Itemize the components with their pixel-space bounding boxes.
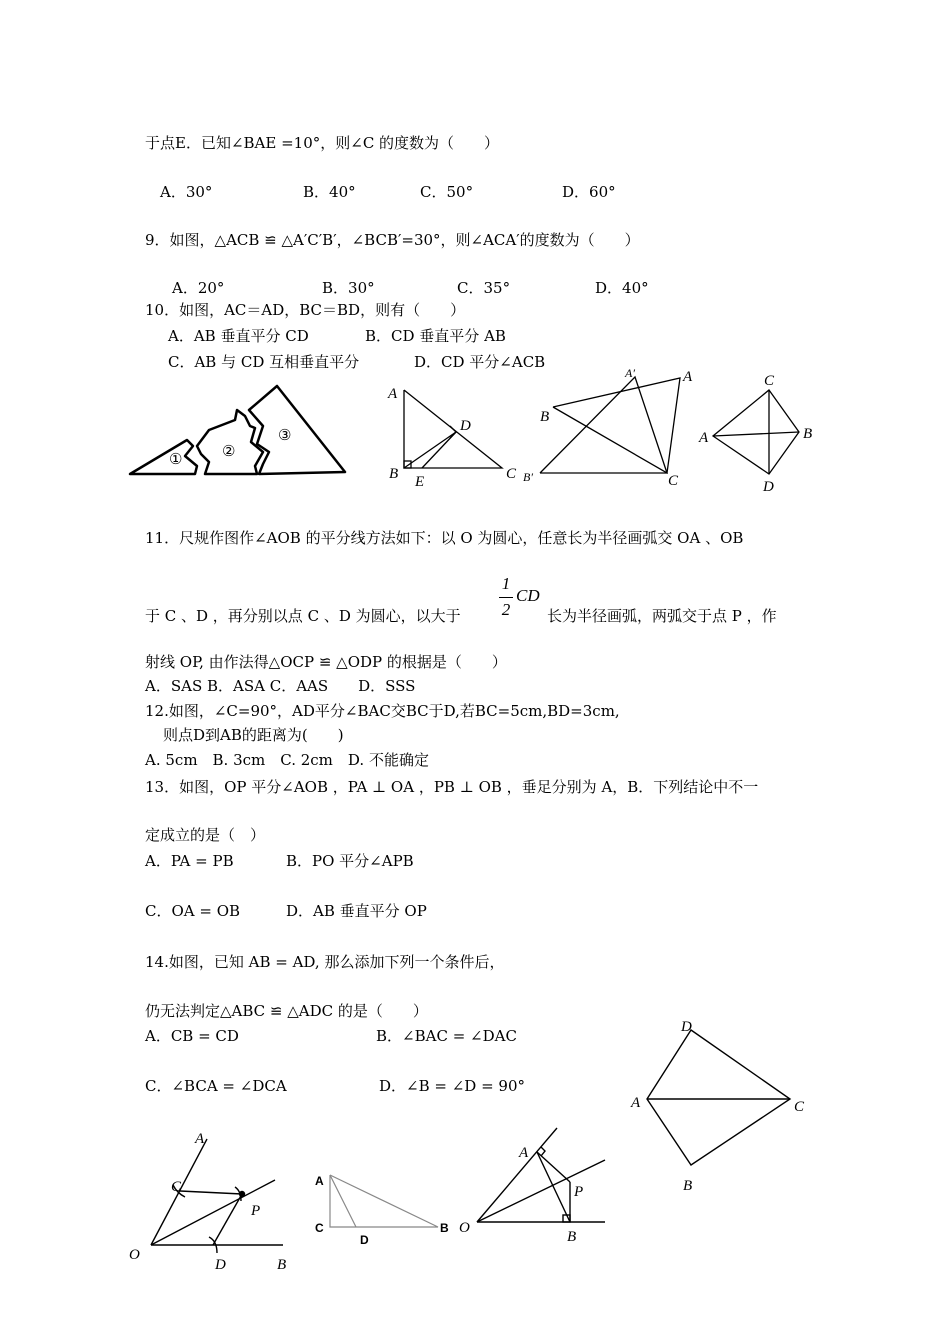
quad-label-a: A [631, 1095, 641, 1111]
q12-line-1: 12.如图，∠C=90°，AD平分∠BAC交BC于D,若BC=5cm,BD=3cm, [145, 702, 620, 720]
kite-label-d: D [763, 479, 774, 495]
bisector-perpendicular-figure [455, 1120, 615, 1250]
right-tri-label-a: A [315, 1174, 324, 1188]
q14-option-a: A．CB = CD [145, 1027, 239, 1045]
q12-line-2: 则点D到AB的距离为( ) [163, 726, 344, 744]
q10-option-c: C．AB 与 CD 互相垂直平分 [168, 353, 360, 371]
q11-line-3: 射线 OP, 由作法得△OCP ≌ △ODP 的根据是（ ） [145, 653, 507, 671]
bisector-label-a: A [519, 1145, 529, 1161]
q10-option-b: B．CD 垂直平分 AB [365, 327, 506, 345]
q12-options: A. 5cm B. 3cm C. 2cm D. 不能确定 [145, 751, 429, 769]
q8-option-d: D．60° [562, 183, 616, 201]
tri-b-label-b-prime: B′ [523, 470, 533, 484]
q14-line-1: 14.如图，已知 AB = AD, 那么添加下列一个条件后， [145, 953, 505, 971]
angle-label-a: A [195, 1131, 205, 1147]
q14-line-2: 仍无法判定△ABC ≌ △ADC 的是（ ） [145, 1002, 428, 1020]
congruent-triangles-figure [523, 365, 705, 490]
piece-3-label: ③ [278, 428, 292, 444]
right-tri-label-d: D [360, 1233, 369, 1247]
q11-fraction-numerator: 1 [501, 574, 511, 593]
quad-label-c: C [794, 1099, 805, 1115]
q14-option-c: C．∠BCA = ∠DCA [145, 1077, 287, 1095]
tri-b-label-c: C [668, 473, 679, 489]
q10-option-d: D．CD 平分∠ACB [414, 353, 546, 371]
tri-b-label-a-prime: A′ [625, 366, 635, 380]
tri-a-label-e: E [415, 474, 425, 490]
q10-line: 10．如图，AC＝AD，BC＝BD，则有（ ） [145, 301, 466, 319]
q13-option-d: D．AB 垂直平分 OP [286, 902, 427, 920]
right-triangle-ad-figure [310, 1165, 460, 1245]
point-p-dot [239, 1191, 245, 1197]
angle-label-o: O [129, 1247, 140, 1263]
quadrilateral-figure [625, 1015, 815, 1195]
q11-fraction-bar [499, 597, 513, 598]
quad-label-d: D [681, 1019, 692, 1035]
q13-option-b: B．PO 平分∠APB [286, 852, 414, 870]
right-tri-label-b: B [440, 1221, 449, 1235]
q9-line: 9．如图，△ACB ≌ △A′C′B′，∠BCB′=30°，则∠ACA′的度数为（ ） [145, 231, 640, 249]
right-tri-label-c: C [315, 1221, 324, 1235]
q13-option-a: A．PA = PB [145, 852, 234, 870]
angle-label-p: P [251, 1203, 261, 1219]
q11-fraction-cd: CD [516, 586, 540, 605]
piece-1-label: ① [169, 452, 183, 468]
q8-line: 于点E．已知∠BAE =10°，则∠C 的度数为（ ） [145, 134, 500, 152]
q10-option-a: A．AB 垂直平分 CD [168, 327, 309, 345]
q11-fraction-denominator: 2 [501, 600, 511, 619]
angle-construction-figure [125, 1125, 305, 1275]
kite-figure [695, 370, 825, 495]
tri-a-label-a: A [388, 386, 398, 402]
q13-line-1: 13．如图，OP 平分∠AOB ，PA ⊥ OA ，PB ⊥ OB ，垂足分别为 A，B．下列结论中不一 [145, 778, 759, 796]
q11-options: A．SAS B．ASA C．AAS D．SSS [145, 677, 416, 695]
q8-option-a: A．30° [160, 183, 213, 201]
tri-a-label-b: B [389, 466, 399, 482]
kite-label-a: A [699, 430, 709, 446]
q9-option-d: D．40° [595, 279, 649, 297]
q9-option-a: A．20° [172, 279, 225, 297]
bisector-label-o: O [459, 1220, 470, 1236]
q11-line-1: 11．尺规作图作∠AOB 的平分线方法如下：以 O 为圆心，任意长为半径画弧交 OA 、OB [145, 529, 744, 547]
angle-label-d: D [215, 1257, 226, 1273]
tri-a-label-c: C [506, 466, 517, 482]
q8-option-c: C．50° [420, 183, 474, 201]
tri-a-label-d: D [460, 418, 471, 434]
q14-option-b: B．∠BAC = ∠DAC [376, 1027, 517, 1045]
piece-2-label: ② [222, 444, 236, 460]
bisector-label-p: P [574, 1184, 584, 1200]
right-triangle-altitude-figure [380, 382, 525, 490]
q9-option-c: C．35° [457, 279, 511, 297]
quad-label-b: B [683, 1178, 693, 1194]
kite-label-b: B [803, 426, 813, 442]
q13-option-c: C．OA = OB [145, 902, 241, 920]
q14-option-d: D．∠B = ∠D = 90° [379, 1077, 526, 1095]
tri-b-label-b: B [540, 409, 550, 425]
q11-line-2b: 长为半径画弧，两弧交于点 P ，作 [547, 607, 777, 625]
q8-option-b: B．40° [303, 183, 356, 201]
q9-option-b: B．30° [322, 279, 375, 297]
kite-label-c: C [764, 373, 775, 389]
tri-b-label-a: A [683, 369, 693, 385]
bisector-label-b: B [567, 1229, 577, 1245]
q13-line-2: 定成立的是（ ） [145, 826, 266, 844]
q11-line-2a: 于 C 、D ，再分别以点 C 、D 为圆心，以大于 [145, 607, 461, 625]
broken-triangle-figure [125, 382, 355, 482]
angle-label-b: B [277, 1257, 287, 1273]
angle-label-c: C [171, 1179, 182, 1195]
